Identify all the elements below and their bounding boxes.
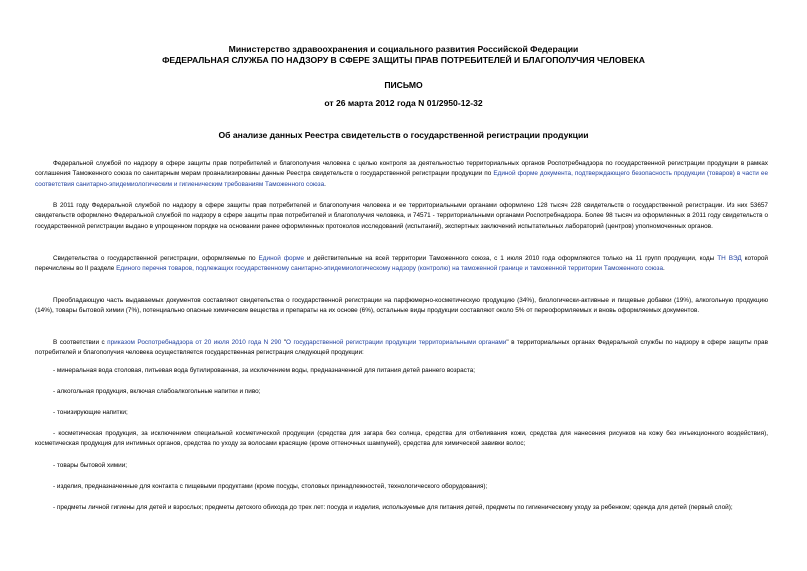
paragraph-2 xyxy=(35,201,768,232)
p1-text: Федеральной службой по надзору в сфере защиты прав потребителей и благополучия человека с целью контроля за деятельностью территориальных органов Роспотребнадзора по государственной регистрации продукции в рамках соглашения Таможенного союза по санитарным мерам проанализированы данные Реестра свидетельств о государственной регистрации продукции по xyxy=(35,160,768,178)
p2-text: В 2011 году Федеральной службой по надзору в сфере защиты прав потребителей и благополучия человека и ее территориальными органами оформлено 128 тысяч 228 свидетельств о государственной регистрации. Из них 53657 свидетельств оформлено Федеральной службой по надзору в сфере защиты прав потребителей и благополучия человека, и 74571 - территориальными органами Роспотребнадзора. Более 98 тысяч из оформленных в 2011 году свидетельств о государственной регистрации выдано в упрощенном порядке на основании ранее оформленных протоколов исследований (испытаний), экспертных заключений испытательных лабораторий (центров) уполномоченных органов. xyxy=(35,202,768,230)
p3-end: . xyxy=(663,265,665,273)
order-title-link[interactable]: О государственной регистрации продукции территориальными органами xyxy=(286,339,507,346)
ministry-heading: Министерство здравоохранения и социального развития Российской Федерации xyxy=(228,44,579,54)
doc-date-number: от 26 марта 2012 года N 01/2950-12-32 xyxy=(324,98,483,108)
p3-text-a: Свидетельства о государственной регистрации, оформляемые по xyxy=(53,255,259,262)
p1-end: . xyxy=(324,180,326,188)
list-item: - минеральная вода столовая, питьевая вода бутилированная, за исключением воды, предназначенной для питания детей раннего возраста; xyxy=(53,367,476,374)
p5-text-c: " в территориальных органах Федеральной службы по надзору в сфере защиты прав потребителей и благополучия человека осуществляется государственная регистрация следующей продукции: xyxy=(35,339,768,357)
list-item: - предметы личной гигиены для детей и взрослых; предметы детского обихода до трех лет: посуда и изделия, используемые для питания детей, предметы по гигиеническому уходу за ребенком; одежда для детей (первый слой); xyxy=(53,504,733,511)
unified-form-link[interactable]: Единой форме документа, подтверждающего безопасность продукции (товаров) в части ее соответствия санитарно-эпидемиологическим и гигиеническим требованиям Таможенного союза xyxy=(35,170,768,188)
p3-text-c: которой перечислены во II разделе xyxy=(35,255,768,273)
paragraph-4 xyxy=(35,296,768,317)
tn-ved-link[interactable]: ТН ВЭД xyxy=(717,255,742,262)
list-item: - товары бытовой химии; xyxy=(53,462,128,469)
paragraph-5 xyxy=(35,338,768,359)
list-item: - тонизирующие напитки; xyxy=(53,409,128,416)
paragraph-3 xyxy=(35,254,768,275)
p4-text: Преобладающую часть выдаваемых документов составляют свидетельства о государственной регистрации на парфюмерно-косметическую продукцию (34%), биологически-активные и пищевые добавки (19%), алкогольную продукцию (14%), товары бытовой химии (7%), потенциально опасные химические вещества и препараты на их основе (6%), остальные виды продукции составляют около 5% от переоформляемых и вновь оформляемых документов. xyxy=(35,297,768,315)
p5-text-a: В соответствии с xyxy=(53,339,108,346)
list-item: - алкогольная продукция, включая слабоалкогольные напитки и пиво; xyxy=(53,388,261,395)
order-290-link[interactable]: приказом Роспотребнадзора от 20 июля 2010 года N 290 xyxy=(107,339,282,346)
service-heading: ФЕДЕРАЛЬНАЯ СЛУЖБА ПО НАДЗОРУ В СФЕРЕ ЗАЩИТЫ ПРАВ ПОТРЕБИТЕЛЕЙ И БЛАГОПОЛУЧИЯ ЧЕЛОВЕКА xyxy=(162,55,645,65)
unified-list-link[interactable]: Единого перечня товаров, подлежащих государственному санитарно-эпидемиологическому надзору (контролю) на таможенной границе и таможенной территории Таможенного союза xyxy=(116,265,664,273)
doc-type: ПИСЬМО xyxy=(384,80,423,90)
list-item: - косметическая продукция, за исключением специальной косметической продукции (средства для загара без солнца, средства для отбеливания кожи, средства для нанесения рисунков на кожу без инъекционного воздействия), косметическая продукция для интимных органов, средства по уходу за волосами красящие (кроме оттеночных шампуней), средства для химической завивки волос; xyxy=(35,430,768,448)
list-item: - изделия, предназначенные для контакта с пищевыми продуктами (кроме посуды, столовых принадлежностей, технологического оборудования); xyxy=(53,483,488,490)
p3-text-b: и действительные на всей территории Таможенного союза, с 1 июля 2010 года оформляются только на 11 групп продукции, коды xyxy=(304,255,718,262)
p5-text-b: " xyxy=(281,339,287,346)
doc-subject: Об анализе данных Реестра свидетельств о государственной регистрации продукции xyxy=(218,130,589,140)
paragraph-1 xyxy=(35,159,768,190)
unified-form-link-2[interactable]: Единой форме xyxy=(258,255,305,262)
